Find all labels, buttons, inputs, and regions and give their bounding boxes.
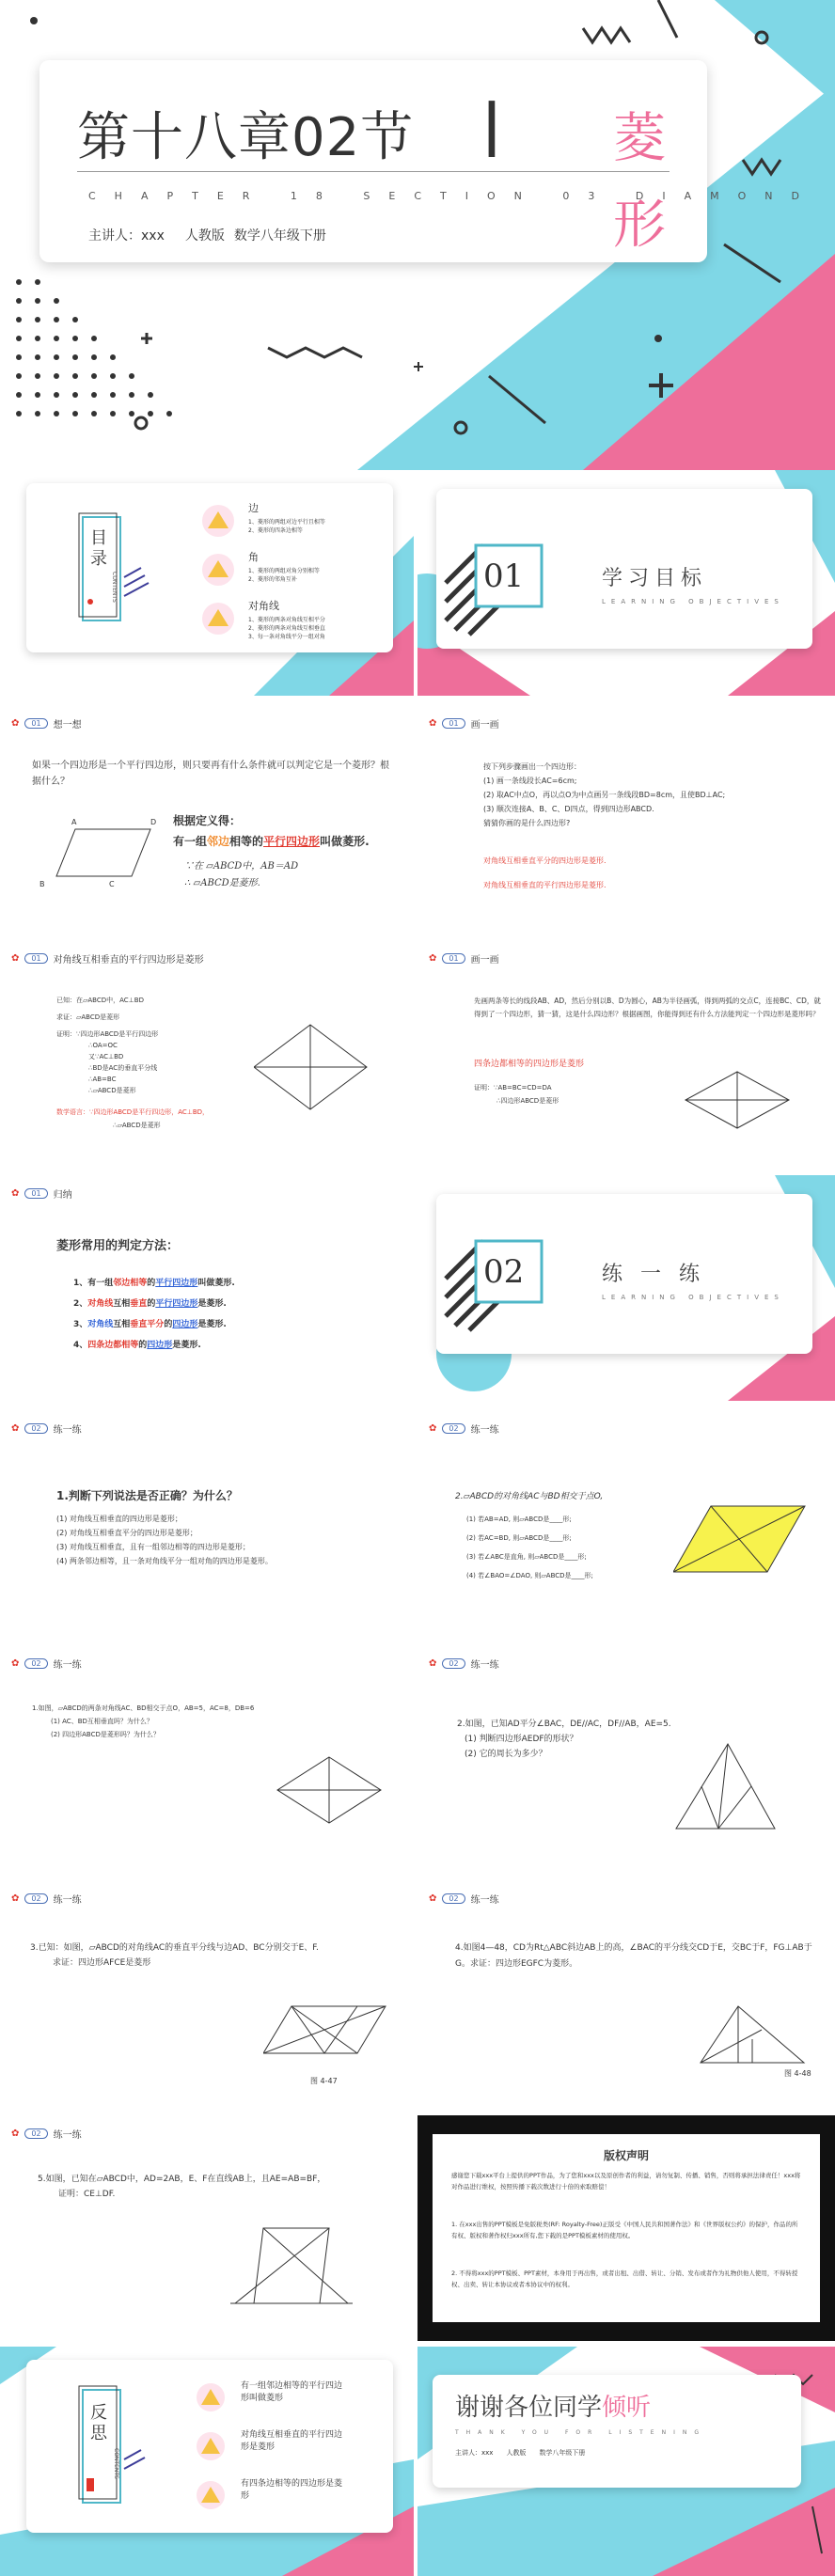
section2-slide: [418, 1175, 835, 1401]
section-tag: 02: [442, 1423, 465, 1434]
slide-title: 想一想: [53, 720, 82, 730]
point-A: A: [71, 818, 77, 826]
def-part: 相等的: [229, 835, 264, 848]
thanks-slide: [418, 2347, 835, 2576]
logo-icon: ✿: [11, 1188, 20, 1199]
practice5-text: [30, 1940, 397, 1971]
slide-title: 练一练: [53, 1425, 82, 1436]
text-part: 是菱形.: [172, 1341, 201, 1350]
proof-line: ∵在 ▱ABCD中，AB＝AD: [184, 861, 299, 872]
logo-icon: ✿: [429, 1423, 437, 1434]
reflection-item: [194, 2429, 372, 2478]
thanks-edition: 人教版: [506, 2449, 527, 2457]
practice7-text: [38, 2172, 404, 2202]
reflection-item: [194, 2478, 372, 2527]
slide-title: 练一练: [53, 2130, 82, 2141]
practice-item: (2) 若AC=BD, 则▱ABCD是____形;: [466, 1534, 572, 1542]
section-tag: 02: [24, 2128, 47, 2139]
section-tag: 01: [24, 1188, 47, 1199]
section1-title: 学习目标: [602, 567, 708, 590]
practice4-header: [429, 1657, 499, 1671]
logo-icon: ✿: [11, 1893, 20, 1904]
section2-number: 02: [483, 1253, 525, 1291]
step-line: (3) 顺次连接A、B、C、D四点，得到四边形ABCD.: [483, 805, 654, 813]
logo-icon: ✿: [11, 1423, 20, 1434]
copyright-slide: [418, 2115, 835, 2341]
think-header: [11, 716, 82, 730]
thanks-presenter: 主讲人：xxx: [455, 2449, 494, 2457]
summary-item: [73, 1294, 235, 1314]
toc-item-title: 对角线: [248, 600, 279, 612]
practice-item: (2) 对角线互相垂直平分的四边形是菱形；: [56, 1529, 197, 1537]
draw1-header: [429, 716, 499, 730]
text-part: 垂直: [130, 1299, 148, 1309]
slide-title: 练一练: [470, 1895, 499, 1906]
toc-item-line: 2、菱形的邻角互补: [248, 576, 297, 583]
reflection-slide: [0, 2347, 414, 2576]
thanks-en: THANK YOU FOR LISTENING: [455, 2429, 706, 2436]
def-part: 叫做菱形.: [320, 835, 370, 848]
text-part: 是菱形.: [197, 1320, 227, 1329]
summary-list: [73, 1273, 235, 1356]
text-part: 对角线: [87, 1299, 114, 1309]
summary-item: [73, 1273, 235, 1294]
section-tag: 02: [442, 1893, 465, 1904]
def-title: 根据定义得：: [173, 814, 242, 827]
text-part: 2、: [73, 1299, 88, 1309]
logo-icon: ✿: [429, 1658, 437, 1669]
logo-icon: ✿: [11, 718, 20, 729]
math-line: 数学语言：∵四边形ABCD是平行四边形，AC⊥BD，: [56, 1108, 210, 1116]
practice-item: (1) 对角线互相垂直的四边形是菱形；: [56, 1515, 182, 1523]
slide-title: 练一练: [470, 1425, 499, 1436]
slide-title: 练一练: [53, 1660, 82, 1671]
triangle-figure: [671, 1739, 784, 1843]
question-line: 5.如图，已知在▱ABCD中，AD=2AB，E、F在直线AB上，且AE=AB=BF，: [38, 2175, 326, 2184]
practice3-header: [11, 1657, 82, 1671]
logo-icon: ✿: [11, 1658, 20, 1669]
reflection-text: 有一组邻边相等的平行四边形叫做菱形: [241, 2381, 343, 2403]
triangle-icon: [201, 504, 235, 538]
practice2-items: [466, 1510, 593, 1585]
toc-item-line: 2、菱形的两条对角线互相垂直: [248, 625, 325, 632]
draw2-slide: [418, 940, 835, 1166]
logo-icon: ✿: [429, 953, 437, 964]
point-B: B: [39, 880, 45, 888]
parallelogram-figure: [226, 2219, 357, 2313]
summary-slide: [0, 1175, 414, 1401]
copyright-p3: 2. 不得将xxx的PPT模板、PPT素材，本身用于再出售，或者出租、出借、转让、分销、发布或者作为礼物供他人使用，不得转授权、出卖、转让本协议或者本协议中的权利。: [451, 2270, 798, 2288]
draw1-answer: 对角线互相垂直的平行四边形是菱形.: [483, 881, 607, 889]
practice2-header: [429, 1422, 499, 1436]
cover-divider: [77, 171, 670, 172]
figure-caption: 图 4-47: [310, 2077, 338, 2085]
question-line: (2) 它的周长为多少？: [465, 1750, 547, 1759]
rhombus-figure: [273, 1752, 395, 1828]
text-part: 互相: [113, 1299, 131, 1309]
cover-title: 第十八章02节: [77, 107, 415, 168]
draw1-answer: 对角线互相垂直平分的四边形是菱形.: [483, 856, 607, 865]
parallelogram-figure: [38, 810, 169, 895]
def-highlight: 平行四边形: [263, 835, 321, 848]
summary-item: [73, 1314, 235, 1335]
copyright-p2: 1. 在xxx出售的PPT模板是免版税类(RF: Royalty-Free)正版受《中国人民共和国著作法》和《世界版权公约》的保护，作品的所有权、版权和著作权归xxx所有,您下载的是PPT模板素材的使用权。: [451, 2221, 798, 2239]
triangle-icon: [196, 2480, 226, 2510]
figure-caption: 图 4-48: [784, 2069, 811, 2078]
reflection-items: [194, 2380, 372, 2527]
text-part: 1、有一组: [73, 1279, 114, 1288]
reflection-text: 有四条边相等的四边形是菱形: [241, 2479, 343, 2501]
think-question: 如果一个四边形是一个平行四边形，则只要再有什么条件就可以判定它是一个菱形？根据什么？: [32, 761, 389, 787]
text-part: 的: [147, 1279, 156, 1288]
proof-line: 证明：∵AB=BC=CD=DA: [474, 1084, 552, 1092]
prove-line: 求证：▱ABCD是菱形: [56, 1013, 120, 1021]
prove-slide: [0, 940, 414, 1166]
text-part: 叫做菱形.: [197, 1279, 235, 1288]
math-language: [56, 1106, 209, 1132]
slide-title: 练一练: [53, 1895, 82, 1906]
prove-text: [56, 995, 254, 1096]
slide-title: 对角线互相垂直的平行四边形是菱形: [53, 955, 204, 966]
text-part: 垂直平分: [130, 1320, 165, 1329]
cover-presenter: 主讲人：xxx: [88, 228, 165, 243]
section2-title: 练 一 练: [602, 1263, 705, 1286]
section1-number: 01: [483, 558, 525, 595]
draw1-slide: [418, 705, 835, 931]
toc-slide: [0, 470, 414, 696]
given-line: 已知：在▱ABCD中，AC⊥BD: [56, 997, 144, 1004]
text-part: 的: [164, 1320, 173, 1329]
toc-items: [197, 500, 386, 651]
reflection-label-en: CONTENTS: [113, 2448, 119, 2479]
def-part: 有一组: [173, 835, 208, 848]
question-line: (1) 判断四边形AEDF的形状？: [465, 1735, 578, 1744]
toc-item[interactable]: [197, 500, 386, 549]
proof-line: 又∵AC⊥BD: [88, 1053, 124, 1060]
section-tag: 02: [24, 1423, 47, 1434]
math-line: ∴▱ABCD是菱形: [113, 1122, 161, 1129]
cover-subtitle-en: CHAPTER 18 SECTION 03 DIAMOND: [88, 190, 818, 202]
proof-line: ∴BD是AC的垂直平分线: [88, 1064, 158, 1072]
summary-head: 菱形常用的判定方法：: [56, 1239, 180, 1253]
step-line: 按下列步骤画出一个四边形：: [483, 762, 581, 771]
practice2-question: 2.▱ABCD的对角线AC与BD相交于点O,: [455, 1492, 604, 1501]
cover-separator: |: [481, 92, 502, 158]
cover-edition: 人教版: [184, 228, 225, 243]
point-C: C: [109, 880, 115, 888]
rhombus-figure: [681, 1062, 803, 1138]
summary-header: [11, 1186, 72, 1201]
triangle-icon: [201, 602, 235, 636]
step-line: (1) 画一条线段长AC=6cm;: [483, 777, 577, 785]
draw2-proof: [474, 1081, 559, 1107]
draw2-text: 先画两条等长的线段AB、AD，然后分别以B、D为圆心，AB为半径画弧，得到两弧的交点C，连接BC、CD，就得到了一个四边形，猜一猜，这是什么四边形？根据画图，你能得到还有什么方法能判定一个四边形是菱形吗？: [474, 997, 821, 1018]
proof-line: ∴OA=OC: [88, 1042, 118, 1049]
think-slide: [0, 705, 414, 931]
toc-item[interactable]: [197, 549, 386, 598]
practice1-question: 1.判断下列说法是否正确？为什么？: [56, 1489, 238, 1502]
proof-line: ∴▱ABCD是菱形: [88, 1087, 136, 1094]
draw2-header: [429, 951, 499, 966]
question-line: 求证：四边形AFCE是菱形: [53, 1958, 151, 1968]
practice7-header: [11, 2127, 82, 2141]
thanks-meta: [455, 2448, 585, 2458]
question-line: 3.已知：如图，▱ABCD的对角线AC的垂直平分线与边AD、BC分别交于E、F.: [30, 1943, 319, 1953]
toc-item[interactable]: [197, 598, 386, 651]
text-part: 对角线: [87, 1320, 114, 1329]
cover-course: 数学八年级下册: [233, 228, 326, 243]
practice5-header: [11, 1892, 82, 1906]
text-part: 邻边相等: [113, 1279, 148, 1288]
question-line: (2) 四边形ABCD是菱形吗？为什么？: [51, 1731, 160, 1738]
text-part: 的: [147, 1299, 156, 1309]
text-part: 的: [138, 1341, 148, 1350]
question-line: 1.如图，▱ABCD的两条对角线AC、BD相交于点O，AB=5，AC=8，DB=6: [32, 1704, 255, 1712]
thanks-title-accent: 倾听: [602, 2394, 652, 2422]
proof-line: ∴AB=BC: [88, 1076, 117, 1083]
proof-line: ∴四边形ABCD是菱形: [496, 1097, 559, 1105]
practice-item: (3) 对角线互相垂直，且有一组邻边相等的四边形是菱形；: [56, 1543, 250, 1551]
def-text: [173, 833, 370, 849]
practice6-header: [429, 1892, 499, 1906]
section-tag: 01: [24, 718, 47, 729]
thanks-course: 数学八年级下册: [539, 2449, 586, 2457]
toc-label-en: CONTENTS: [111, 572, 118, 603]
section1-en: LEARNING OBJECTIVES: [602, 598, 784, 605]
practice6-text: 4.如图4—48，CD为Rt△ABC斜边AB上的高，∠BAC的平分线交CD于E，交BC于F，FG⊥AB于G。求证：四边形EGFC为菱形。: [455, 1943, 812, 1969]
text-part: 平行四边形: [155, 1299, 198, 1309]
toc-item-line: 1、菱形的两条对角线互相平分: [248, 617, 325, 623]
copyright-card: [433, 2134, 820, 2322]
section-tag: 02: [442, 1658, 465, 1669]
def-highlight: 邻边: [207, 835, 230, 848]
draw2-answer: 四条边都相等的四边形是菱形: [474, 1060, 585, 1069]
section-tag: 01: [442, 718, 465, 729]
reflection-text: 对角线互相垂直的平行四边形是菱形: [241, 2430, 343, 2452]
question-line: (1) AC、BD互相垂直吗？为什么？: [51, 1718, 153, 1725]
triangle-icon: [196, 2431, 226, 2461]
triangle-icon: [196, 2382, 226, 2412]
practice1-header: [11, 1422, 82, 1436]
proof-line: 证明：∵四边形ABCD是平行四边形: [56, 1030, 159, 1038]
practice-item: (3) 若∠ABC是直角, 则▱ABCD是____形;: [466, 1553, 587, 1561]
practice3-text: [32, 1702, 389, 1741]
section-tag: 02: [24, 1658, 47, 1669]
text-part: 互相: [113, 1320, 131, 1329]
section1-slide: [418, 470, 835, 696]
practice3-slide: [0, 1645, 414, 1871]
text-part: 平行四边形: [155, 1279, 198, 1288]
practice7-slide: [0, 2115, 414, 2341]
toc-item-line: 2、菱形的四条边相等: [248, 527, 303, 534]
section-tag: 01: [24, 953, 47, 964]
toc-label: 目录: [90, 528, 107, 569]
practice1-items: [56, 1512, 273, 1568]
question-line: 证明：CE⊥DF.: [58, 2190, 116, 2199]
text-part: 四边形: [172, 1320, 198, 1329]
text-part: 3、: [73, 1320, 88, 1329]
cover-meta: [88, 226, 326, 244]
toc-item-title: 边: [248, 502, 259, 514]
logo-icon: ✿: [429, 1893, 437, 1904]
slide-title: 归纳: [53, 1190, 72, 1201]
toc-item-title: 角: [248, 551, 259, 563]
toc-item-line: 1、菱形的两组对角分别相等: [248, 568, 320, 574]
triangle-icon: [201, 553, 235, 587]
text-part: 四边形: [147, 1341, 173, 1350]
step-line: (2) 取AC中点O，再以点O为中点画另一条线段BD=8cm，且使BD⊥AC;: [483, 791, 726, 799]
step-line: 猜猜你画的是什么四边形?: [483, 819, 571, 827]
section2-en: LEARNING OBJECTIVES: [602, 1294, 784, 1301]
copyright-p1: 感谢您下载xxx平台上提供的PPT作品，为了您和xxx以及原创作者的利益，请勿复制、传播、销售，否则将承担法律责任！xxx将对作品进行维权，按照传播下载次数进行十倍的索取赔偿！: [451, 2172, 801, 2191]
prove-header: [11, 951, 204, 966]
cover-slide: [0, 0, 835, 470]
cover-card: [39, 60, 818, 262]
logo-icon: ✿: [11, 2128, 20, 2139]
slide-title: 练一练: [470, 1660, 499, 1671]
cover-subject: 菱形: [613, 108, 666, 256]
practice5-slide: [0, 1880, 414, 2106]
section-tag: 02: [24, 1893, 47, 1904]
practice2-slide: [418, 1410, 835, 1636]
practice-item: (4) 两条邻边相等，且一条对角线平分一组对角的四边形是菱形。: [56, 1557, 273, 1565]
text-part: 4、: [73, 1341, 88, 1350]
toc-item-line: 1、菱形的两组对边平行且相等: [248, 519, 325, 526]
slide-title: 画一画: [470, 955, 499, 966]
rhombus-figure: [254, 1015, 386, 1119]
question-line: 2.如图，已知AD平分∠BAC，DE//AC，DF//AB，AE=5.: [457, 1720, 671, 1729]
logo-icon: ✿: [429, 718, 437, 729]
draw1-steps: [483, 760, 822, 830]
slide-title: 画一画: [470, 720, 499, 730]
summary-item: [73, 1335, 235, 1356]
thanks-title: [455, 2388, 651, 2423]
thanks-title-main: 谢谢各位同学: [455, 2394, 603, 2422]
text-part: 四条边都相等: [87, 1341, 139, 1350]
practice4-slide: [418, 1645, 835, 1871]
yellow-parallelogram-figure: [673, 1497, 814, 1581]
proof-line: ∴ ▱ABCD是菱形.: [184, 878, 260, 888]
practice1-slide: [0, 1410, 414, 1636]
practice-item: (4) 若∠BAO=∠DAO, 则▱ABCD是____形;: [466, 1572, 593, 1579]
toc-item-line: 3、每一条对角线平分一组对角: [248, 634, 325, 640]
parallelogram-figure: [263, 1997, 395, 2072]
section-tag: 01: [442, 953, 465, 964]
text-part: 是菱形.: [197, 1299, 227, 1309]
copyright-title: 版权声明: [603, 2149, 649, 2162]
reflection-label: 反思: [90, 2403, 107, 2443]
reflection-item: [194, 2380, 372, 2429]
logo-icon: ✿: [11, 953, 20, 964]
practice-item: (1) 若AB=AD, 则▱ABCD是____形;: [466, 1516, 572, 1523]
practice6-slide: [418, 1880, 835, 2106]
point-D: D: [150, 818, 157, 826]
